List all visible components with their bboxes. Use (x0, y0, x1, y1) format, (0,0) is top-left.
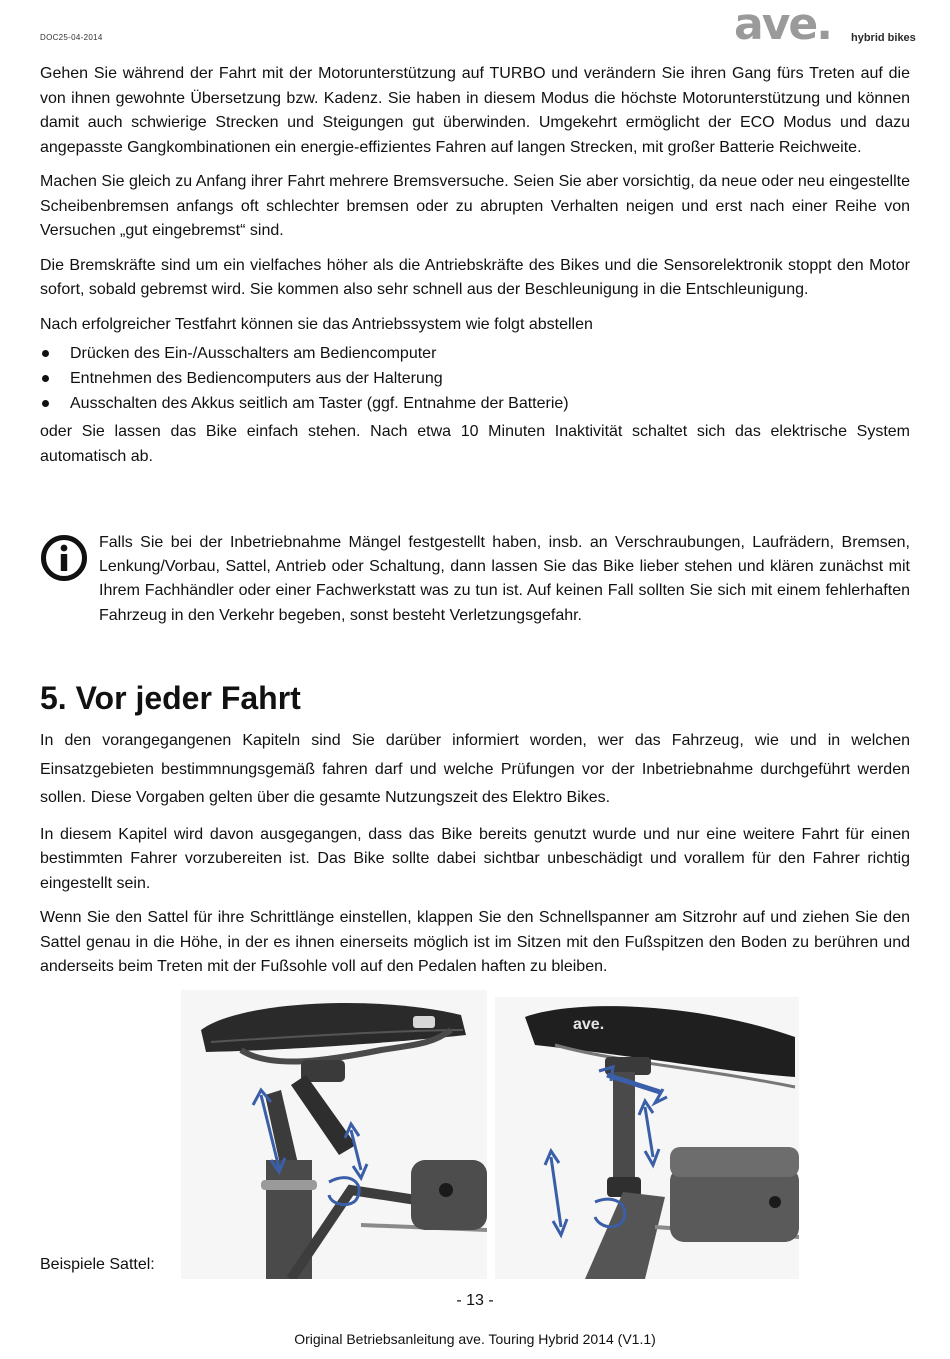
paragraph: oder Sie lassen das Bike einfach stehen. Nach etwa 10 Minuten Inaktivität schaltet sich das elektrische System automatisch ab. (40, 423, 910, 465)
paragraph: Die Bremskräfte sind um ein vielfaches höher als die Antriebskräfte des Bikes und die Sensorelektronik stoppt den Motor sofort, sobald gebremst wird. Sie kommen also sehr schnell aus der Beschleunigung in die Entschleunigung. (40, 256, 910, 298)
bullet-icon (42, 350, 49, 357)
paragraph: In diesem Kapitel wird davon ausgegangen, dass das Bike bereits genutzt wurde und nur eine weitere Fahrt für einen bestimmten Fahrer vorzubereiten ist. Das Bike sollte dabei sichtbar unbeschädigt und vorallem für den Fahrer richtig eingestellt sein. (40, 825, 910, 892)
ave-logo (732, 2, 916, 48)
note-text: Falls Sie bei der Inbetriebnahme Mängel festgestellt haben, insb. an Verschraubungen, Laufrädern, Bremsen, Lenkung/Vorbau, Sattel, Antrieb oder Schaltung, dann lassen Sie das Bike lieber stehen und klären zunächst mit Ihrem Fachhändler oder einer Fachwerkstatt was zu tun ist. Auf keinen Fall sollten Sie sich mit einem fehlerhaften Fahrzeug in den Verkehr begeben, sonst besteht Verletzungsgefahr. (99, 534, 910, 624)
saddle-photo-2 (495, 997, 799, 1279)
list-item (40, 341, 910, 366)
saddle-photo-1 (181, 990, 487, 1279)
list-item-text: Ausschalten des Akkus seitlich am Taster (ggf. Entnahme der Batterie) (70, 395, 569, 412)
saddle-brand-label: ave. (573, 1016, 605, 1033)
paragraph: Nach erfolgreicher Testfahrt können sie das Antriebssystem wie folgt abstellen (40, 315, 593, 333)
bullet-icon (42, 400, 49, 407)
list-item-text: Drücken des Ein-/Ausschalters am Bediencomputer (70, 345, 437, 362)
logo-tagline: hybrid bikes (851, 32, 916, 44)
bullet-icon (42, 375, 49, 382)
paragraph: Machen Sie gleich zu Anfang ihrer Fahrt mehrere Bremsversuche. Seien Sie aber vorsichtig, da neue oder neu eingestellte Scheibenbremsen anfangs oft schlechter bremsen oder zu abrupten Verhalten neigen und erst nach einer Reihe von Versuchen „gut eingebremst“ sind. (40, 173, 910, 239)
paragraph: Wenn Sie den Sattel für ihre Schrittlänge einstellen, klappen Sie den Schnellspanner am Sitzrohr auf und ziehen Sie den Sattel genau in die Höhe, in der es ihnen einerseits möglich ist im Sitzen mit den Fußspitzen den Boden zu berühren und anderseits beim Treten mit der Fußsohle voll auf den Pedalen haften zu bleiben. (40, 909, 910, 975)
photo-caption: Beispiele Sattel: (40, 1256, 155, 1273)
list-item-text: Entnehmen des Bediencomputers aus der Halterung (70, 370, 443, 387)
logo-wordmark: ave. (734, 2, 831, 48)
page-number: - 13 - (456, 1292, 494, 1309)
paragraph: In den vorangegangenen Kapiteln sind Sie darüber informiert worden, wer das Fahrzeug, wie und in welchen Einsatzgebieten bestimmnungsgemäß fahren darf und welche Prüfungen vor der Inbetriebnahme durchgeführt werden sollen. Diese Vorgaben gelten über die gesamte Nutzungszeit des Elektro Bikes. (40, 732, 910, 806)
page-footer: Original Betriebsanleitung ave. Touring Hybrid 2014 (V1.1) (294, 1331, 656, 1347)
info-icon (40, 534, 88, 582)
section-body (40, 727, 910, 990)
paragraph: Gehen Sie während der Fahrt mit der Motorunterstützung auf TURBO und verändern Sie ihren Gang fürs Treten auf die von ihnen gewohnte Übersetzung bzw. Kadenz. Sie haben in diesem Modus die höchste Motorunterstützung und können damit auch schwierige Strecken und Steigungen gut überwinden. Umgekehrt ermöglicht der ECO Modus und dazu angepasste Gangkombinationen ein energie-effizientes Fahren auf langen Strecken, mit großer Batterie Reichweite. (40, 65, 910, 156)
intro-text (40, 62, 910, 479)
document-code: DOC25-04-2014 (40, 33, 103, 42)
shutdown-steps-list (40, 341, 910, 416)
list-item (40, 366, 910, 391)
section-heading: 5. Vor jeder Fahrt (40, 680, 301, 716)
list-item (40, 391, 910, 416)
